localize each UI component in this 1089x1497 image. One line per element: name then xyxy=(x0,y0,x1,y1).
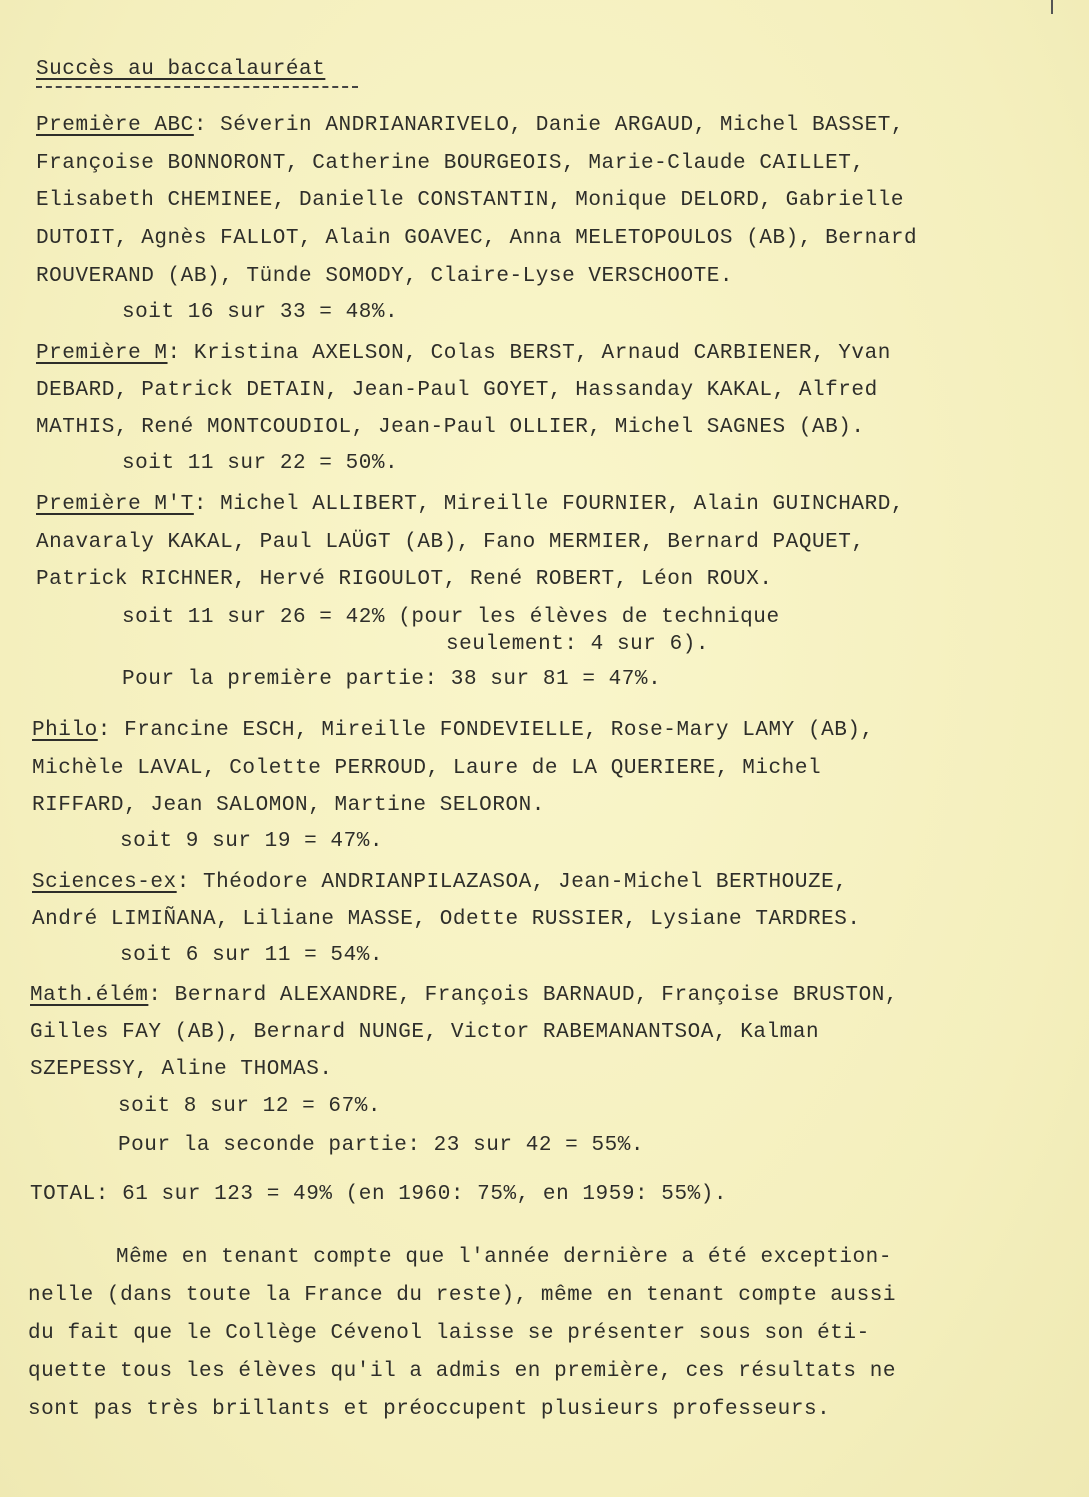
section-philo-line-1 xyxy=(32,719,874,743)
document-title: Succès au baccalauréat xyxy=(36,58,326,81)
section-premiere-mt-line-1 xyxy=(36,493,904,517)
section-label: Première ABC xyxy=(36,114,194,137)
section-text: : Bernard ALEXANDRE, François BARNAUD, Françoise BRUSTON, xyxy=(148,984,899,1007)
section-premiere-m-line-2: DEBARD, Patrick DETAIN, Jean-Paul GOYET, Hassanday KAKAL, Alfred xyxy=(36,379,878,402)
first-part-total: Pour la première partie: 38 sur 81 = 47%. xyxy=(122,668,662,691)
section-premiere-abc-line-1 xyxy=(36,114,904,138)
section-text: : Michel ALLIBERT, Mireille FOURNIER, Alain GUINCHARD, xyxy=(193,493,905,516)
section-premiere-mt-result-cont: seulement: 4 sur 6). xyxy=(446,633,710,656)
section-premiere-m-result: soit 11 sur 22 = 50%. xyxy=(122,452,399,475)
section-premiere-abc-line-2: Françoise BONNORONT, Catherine BOURGEOIS, Marie-Claude CAILLET, xyxy=(36,152,865,175)
section-label: Sciences-ex xyxy=(32,871,177,894)
section-philo-result: soit 9 sur 19 = 47%. xyxy=(120,830,384,853)
section-premiere-m-line-3: MATHIS, René MONTCOUDIOL, Jean-Paul OLLIER, Michel SAGNES (AB). xyxy=(36,416,865,439)
title-double-rule xyxy=(36,86,358,90)
section-premiere-mt-line-2: Anavaraly KAKAL, Paul LAÜGT (AB), Fano MERMIER, Bernard PAQUET, xyxy=(36,531,865,554)
section-philo-line-3: RIFFARD, Jean SALOMON, Martine SELORON. xyxy=(32,794,545,817)
section-premiere-mt-result: soit 11 sur 26 = 42% (pour les élèves de technique xyxy=(122,606,780,629)
section-premiere-abc-line-4: DUTOIT, Agnès FALLOT, Alain GOAVEC, Anna MELETOPOULOS (AB), Bernard xyxy=(36,227,918,250)
section-premiere-abc-result: soit 16 sur 33 = 48%. xyxy=(122,301,399,324)
paragraph-line-1: Même en tenant compte que l'année dernière a été exception- xyxy=(116,1246,892,1269)
section-text: : Séverin ANDRIANARIVELO, Danie ARGAUD, Michel BASSET, xyxy=(193,114,905,137)
page-edge-mark xyxy=(1051,0,1053,14)
section-text: : Francine ESCH, Mireille FONDEVIELLE, Rose-Mary LAMY (AB), xyxy=(97,719,874,742)
section-premiere-m-line-1 xyxy=(36,342,891,366)
section-label: Philo xyxy=(32,719,98,742)
paragraph-line-3: du fait que le Collège Cévenol laisse se présenter sous son éti- xyxy=(28,1322,870,1345)
section-math-elem-result: soit 8 sur 12 = 67%. xyxy=(118,1095,382,1118)
paragraph-line-2: nelle (dans toute la France du reste), même en tenant compte aussi xyxy=(28,1284,897,1307)
section-label: Première M'T xyxy=(36,493,194,516)
second-part-total: Pour la seconde partie: 23 sur 42 = 55%. xyxy=(118,1134,645,1157)
section-premiere-abc-line-5: ROUVERAND (AB), Tünde SOMODY, Claire-Lyse VERSCHOOTE. xyxy=(36,265,734,288)
section-text: : Kristina AXELSON, Colas BERST, Arnaud CARBIENER, Yvan xyxy=(167,342,891,365)
section-premiere-abc-line-3: Elisabeth CHEMINEE, Danielle CONSTANTIN, Monique DELORD, Gabrielle xyxy=(36,189,905,212)
section-sciences-ex-line-2: André LIMIÑANA, Liliane MASSE, Odette RUSSIER, Lysiane TARDRES. xyxy=(32,908,861,931)
section-sciences-ex-result: soit 6 sur 11 = 54%. xyxy=(120,944,384,967)
section-math-elem-line-1 xyxy=(30,984,898,1008)
section-label: Première M xyxy=(36,342,168,365)
section-premiere-mt-line-3: Patrick RICHNER, Hervé RIGOULOT, René ROBERT, Léon ROUX. xyxy=(36,568,773,591)
section-math-elem-line-3: SZEPESSY, Aline THOMAS. xyxy=(30,1058,333,1081)
section-text: : Théodore ANDRIANPILAZASOA, Jean-Michel BERTHOUZE, xyxy=(176,871,848,894)
section-math-elem-line-2: Gilles FAY (AB), Bernard NUNGE, Victor RABEMANANTSOA, Kalman xyxy=(30,1021,820,1044)
grand-total: TOTAL: 61 sur 123 = 49% (en 1960: 75%, en 1959: 55%). xyxy=(30,1183,728,1206)
section-philo-line-2: Michèle LAVAL, Colette PERROUD, Laure de LA QUERIERE, Michel xyxy=(32,757,822,780)
section-sciences-ex-line-1 xyxy=(32,871,847,895)
paragraph-line-4: quette tous les élèves qu'il a admis en première, ces résultats ne xyxy=(28,1360,897,1383)
section-label: Math.élém xyxy=(30,984,149,1007)
paragraph-line-5: sont pas très brillants et préoccupent plusieurs professeurs. xyxy=(28,1398,831,1421)
